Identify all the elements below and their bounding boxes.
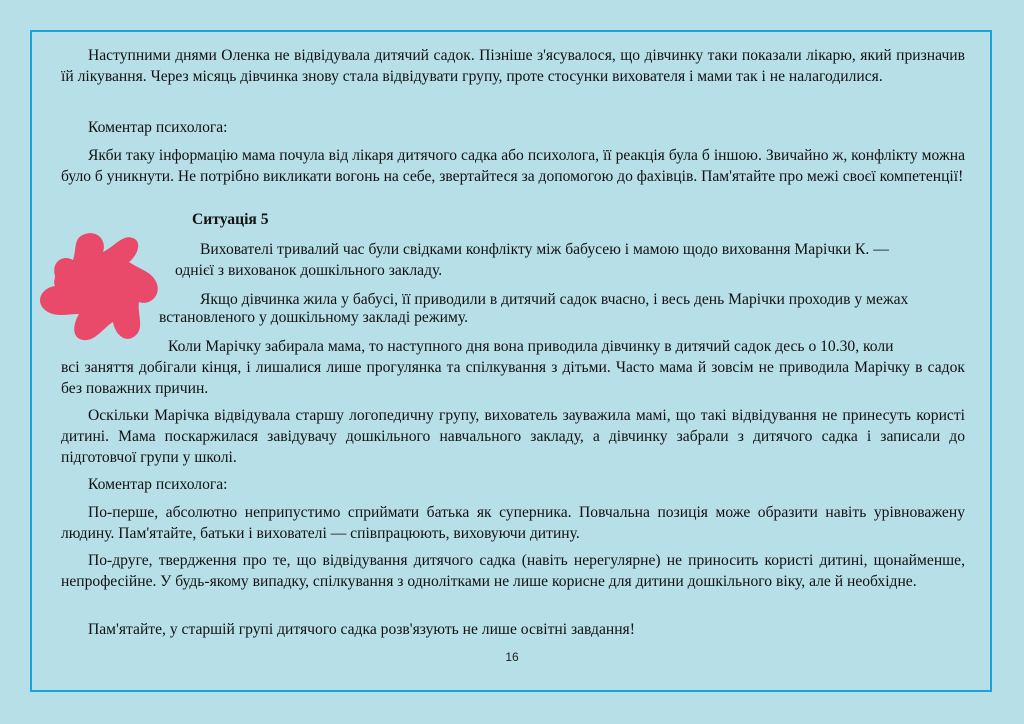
situation-line-1b: однієї з вихованок дошкільного закладу. — [175, 262, 443, 279]
paragraph-6: По-перше, абсолютно неприпустимо сприймати батька як суперника. Повчальна позиція може образити навіть урівноважену людину. Пам'ятайте, батьки і вихователі — співпрацюють, виховуючи дитину. — [61, 504, 965, 542]
paragraph-8: Пам'ятайте, у старшій групі дитячого садка розв'язують не лише освітні завдання! — [88, 621, 635, 638]
page-number: 16 — [505, 650, 519, 664]
paragraph-5: Коментар психолога: — [88, 476, 228, 493]
puzzle-piece-icon — [33, 214, 165, 344]
situation-heading: Ситуація 5 — [192, 211, 269, 228]
situation-line-3b: всі заняття добігали кінця, і лишалися лише прогулянка та спілкування з дітьми. Часто мама й зовсім не приводила Марічку в садок без поважних причин. — [61, 359, 965, 397]
situation-line-2b: встановленого у дошкільному закладі режиму. — [159, 309, 468, 326]
paragraph-7: По-друге, твердження про те, що відвідування дитячого садка (навіть нерегулярне) не приносить користі дитині, щонайменше, непрофесійне. У будь-якому випадку, спілкування з однолітками не лише корисне для дитини дошкільного віку, але й необхідне. — [61, 552, 965, 590]
situation-line-3a: Коли Марічку забирала мама, то наступного дня вона приводила дівчинку в дитячий садок десь о 10.30, коли — [168, 338, 894, 355]
paragraph-3: Якби таку інформацію мама почула від лікаря дитячого садка або психолога, її реакція була б іншою. Звичайно ж, конфлікту можна було б уникнути. Не потрібно викликати вогонь на себе, звертайтеся за допомогою до фахівців. Пам'ятайте про межі своєї компетенції! — [61, 147, 965, 185]
paragraph-4: Оскільки Марічка відвідувала старшу логопедичну групу, вихователь зауважила мамі, що такі відвідування не принесуть користі дитині. Мама поскаржилася завідувачу дошкільного навчального закладу, а дівчинку забрали з дитячого садка і записали до підготовчої групи у школі. — [61, 407, 965, 466]
situation-line-2a: Якщо дівчинка жила у бабусі, її приводили в дитячий садок вчасно, і весь день Марічки проходив у межах — [200, 291, 909, 308]
paragraph-1: Наступними днями Оленка не відвідувала дитячий садок. Пізніше з'ясувалося, що дівчинку таки показали лікарю, який призначив їй лікування. Через місяць дівчинка знову стала відвідувати групу, проте стосунки вихователя і мами так і не налагодилися. — [61, 47, 965, 85]
situation-line-1a: Вихователі тривалий час були свідками конфлікту між бабусею і мамою щодо виховання Марічки К. — — [200, 241, 889, 258]
paragraph-2: Коментар психолога: — [88, 119, 228, 136]
